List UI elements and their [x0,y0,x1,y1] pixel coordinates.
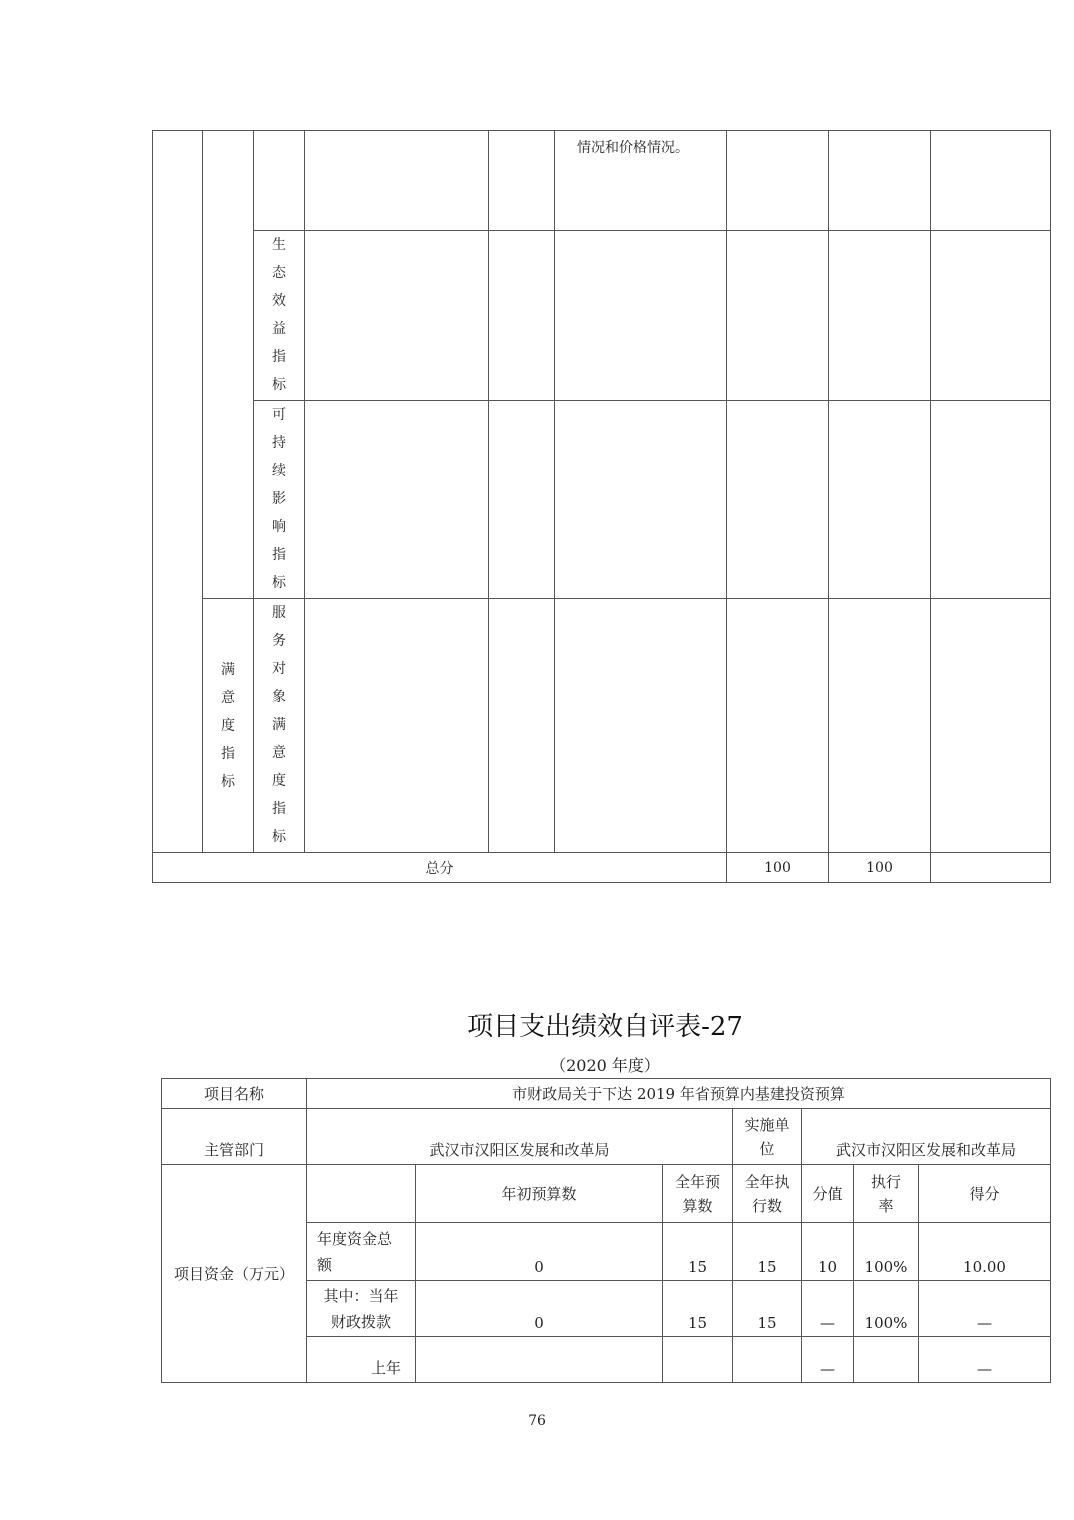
row-value: 10 [817,1258,838,1276]
indicator-table-continued [152,130,1051,883]
project-fund-label: 项目资金（万元） [173,1265,294,1283]
performance-self-evaluation-table [161,1078,1051,1383]
header-exec-rate: 执行率 [870,1172,901,1215]
total-score-obtained: 100 [866,859,893,876]
dept-value: 武汉市汉阳区发展和改革局 [429,1141,610,1159]
row-score: — [977,1314,992,1332]
row-exec: 15 [757,1314,777,1332]
row-budget: 15 [687,1258,708,1276]
row-score: 10.00 [963,1258,1006,1276]
project-name-value: 市财政局关于下达 2019 年省预算内基建投资预算 [512,1085,845,1103]
total-score-label: 总分 [425,860,454,877]
row-label: 年度资金总额 [317,1229,393,1274]
sustainable-impact-indicator: 可持续影响指标 [271,407,286,591]
impl-unit-label: 实施单位 [744,1115,790,1158]
row-value: — [820,1360,835,1378]
service-object-satisfaction-indicator: 服务对象满意度指标 [271,605,286,845]
header-initial-budget: 年初预算数 [501,1185,577,1203]
row-initial: 0 [534,1258,544,1276]
indicator-value-text: 情况和价格情况。 [577,140,689,156]
row-value: — [820,1314,835,1332]
form-title: 项目支出绩效自评表-27 [467,1012,743,1042]
impl-unit-value: 武汉市汉阳区发展和改革局 [836,1141,1017,1159]
row-exec: 15 [757,1258,777,1276]
row-budget: 15 [687,1314,708,1332]
dept-label: 主管部门 [203,1141,264,1159]
total-score-value: 100 [764,859,791,876]
header-annual-exec: 全年执行数 [744,1172,790,1215]
ecological-benefit-indicator: 生态效益指标 [271,237,286,393]
header-annual-budget: 全年预算数 [674,1172,720,1215]
page-number: 76 [528,1413,546,1429]
row-score: — [977,1360,992,1378]
project-name-label: 项目名称 [203,1085,264,1103]
row-rate: 100% [864,1258,908,1276]
row-initial: 0 [534,1314,544,1332]
level1-indicator-cell [153,131,203,853]
satisfaction-indicator-category: 满意度指标 [220,661,235,790]
row-label: 上年 [370,1359,401,1377]
level2-indicator-cell [203,131,254,599]
row-rate: 100% [864,1314,908,1332]
form-year: （2020 年度） [550,1056,660,1075]
row-label: 其中：当年财政拨款 [323,1286,399,1331]
header-score-value: 分值 [812,1185,843,1203]
header-score: 得分 [969,1185,1000,1203]
